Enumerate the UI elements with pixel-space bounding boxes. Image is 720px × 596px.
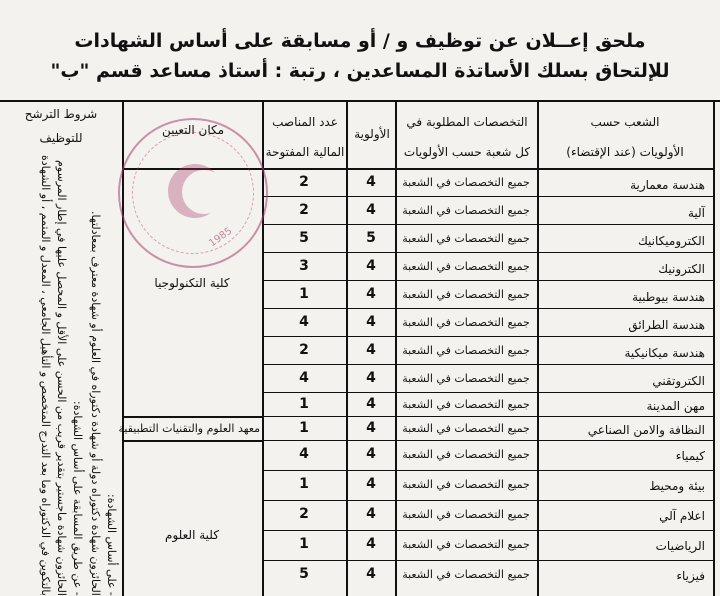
condition-line-5: بالتكوين في الدكتوراه وما بعد التدرج المتخصص و التأهيل الجامعي ، المعدل و المتمم ، أو الشهادة bbox=[39, 155, 52, 596]
priority-cell: 5 bbox=[366, 230, 376, 246]
positions-cell: 1 bbox=[299, 420, 309, 436]
positions-cell: 1 bbox=[299, 396, 309, 412]
positions-cell: 5 bbox=[299, 230, 309, 246]
header-branch: الشعب حسب الأولويات (عند الإقتضاء) bbox=[566, 115, 684, 159]
positions-cell: 4 bbox=[299, 446, 309, 462]
priority-cell: 4 bbox=[366, 420, 376, 436]
official-stamp bbox=[118, 118, 268, 268]
priority-cell: 4 bbox=[366, 396, 376, 412]
branch-cell: هندسة بيوطبية bbox=[632, 290, 705, 304]
specialty-cell: جميع التخصصات في الشعبة bbox=[402, 344, 530, 357]
specialty-cell: جميع التخصصات في الشعبة bbox=[402, 288, 530, 301]
specialty-cell: جميع التخصصات في الشعبة bbox=[402, 232, 530, 245]
specialty-cell: جميع التخصصات في الشعبة bbox=[402, 478, 530, 491]
priority-cell: 4 bbox=[366, 258, 376, 274]
header-conditions: شروط الترشح للتوظيف bbox=[24, 107, 98, 145]
positions-table bbox=[0, 100, 720, 596]
branch-cell: النظافة والامن الصناعي bbox=[587, 423, 705, 437]
document-subtitle: للإلتحاق بسلك الأساتذة المساعدين ، رتبة : أستاذ مساعد قسم "ب" bbox=[50, 60, 670, 82]
header-place: مكان التعيين bbox=[161, 123, 225, 137]
specialty-cell: جميع التخصصات في الشعبة bbox=[402, 204, 530, 217]
specialty-cell: جميع التخصصات في الشعبة bbox=[402, 448, 530, 461]
branch-cell: الرياضيات bbox=[655, 539, 705, 553]
specialty-cell: جميع التخصصات في الشعبة bbox=[402, 538, 530, 551]
positions-cell: 1 bbox=[299, 476, 309, 492]
priority-cell: 4 bbox=[366, 506, 376, 522]
place-technology: كلية التكنولوجيا bbox=[154, 276, 230, 290]
specialty-cell: جميع التخصصات في الشعبة bbox=[402, 422, 530, 435]
header-specialties: التخصصات المطلوبة في كل شعبة حسب الأولويات bbox=[403, 115, 531, 159]
priority-cell: 4 bbox=[366, 370, 376, 386]
header-positions: عدد المناصب المالية المفتوحة bbox=[265, 115, 345, 159]
positions-cell: 4 bbox=[299, 314, 309, 330]
priority-cell: 4 bbox=[366, 566, 376, 582]
positions-cell: 3 bbox=[299, 258, 309, 274]
condition-line-4: الحائزون شهادة ماجستير بتقدير قريب من الحسن على الأقل و المحصل عليها في إطار المرسوم bbox=[55, 160, 68, 596]
priority-cell: 4 bbox=[366, 314, 376, 330]
document-title: ملحق إعــلان عن توظيف و / أو مسابقة على أساس الشهادات bbox=[74, 30, 646, 52]
branch-cell: الكتروتقني bbox=[652, 374, 705, 388]
priority-cell: 4 bbox=[366, 446, 376, 462]
branch-cell: مهن المدينة bbox=[646, 399, 705, 413]
branch-cell: هندسة معمارية bbox=[630, 178, 705, 192]
positions-cell: 2 bbox=[299, 174, 309, 190]
condition-line-1: - على أساس الشهادة: bbox=[105, 494, 118, 596]
branch-cell: هندسة الطرائق bbox=[628, 318, 705, 332]
positions-cell: 1 bbox=[299, 536, 309, 552]
positions-cell: 1 bbox=[299, 286, 309, 302]
branch-cell: فيزياء bbox=[676, 569, 705, 583]
specialty-cell: جميع التخصصات في الشعبة bbox=[402, 508, 530, 521]
branch-cell: الكترونيك bbox=[658, 262, 705, 276]
specialty-cell: جميع التخصصات في الشعبة bbox=[402, 398, 530, 411]
positions-cell: 5 bbox=[299, 566, 309, 582]
priority-cell: 4 bbox=[366, 342, 376, 358]
priority-cell: 4 bbox=[366, 476, 376, 492]
condition-line-3: - عن طريق المسابقة على أساس الشهادة: bbox=[71, 401, 84, 596]
specialty-cell: جميع التخصصات في الشعبة bbox=[402, 260, 530, 273]
positions-cell: 4 bbox=[299, 370, 309, 386]
stamp-crescent-icon bbox=[168, 164, 222, 218]
priority-cell: 4 bbox=[366, 536, 376, 552]
branch-cell: هندسة ميكانيكية bbox=[624, 346, 705, 360]
branch-cell: بيئة ومحيط bbox=[649, 479, 705, 493]
place-institute: معهد العلوم والتقنيات التطبيقية bbox=[118, 422, 260, 435]
branch-cell: كيمياء bbox=[675, 449, 705, 463]
header-priority: الأولوية bbox=[354, 127, 390, 141]
branch-cell: الكتروميكانيك bbox=[637, 234, 705, 248]
positions-cell: 2 bbox=[299, 506, 309, 522]
condition-line-2: الحائزون شهادة دكتوراه دولة أو شهادة دكتوراه في العلوم أو شهادة معترف بمعادلتها. bbox=[89, 211, 102, 596]
positions-cell: 2 bbox=[299, 202, 309, 218]
priority-cell: 4 bbox=[366, 202, 376, 218]
branch-cell: آلية bbox=[687, 206, 705, 220]
branch-cell: اعلام آلي bbox=[659, 509, 705, 523]
priority-cell: 4 bbox=[366, 286, 376, 302]
specialty-cell: جميع التخصصات في الشعبة bbox=[402, 316, 530, 329]
stamp-year: 1985 bbox=[207, 225, 235, 250]
positions-cell: 2 bbox=[299, 342, 309, 358]
specialty-cell: جميع التخصصات في الشعبة bbox=[402, 176, 530, 189]
specialty-cell: جميع التخصصات في الشعبة bbox=[402, 372, 530, 385]
specialty-cell: جميع التخصصات في الشعبة bbox=[402, 568, 530, 581]
place-sciences: كلية العلوم bbox=[165, 528, 219, 542]
priority-cell: 4 bbox=[366, 174, 376, 190]
